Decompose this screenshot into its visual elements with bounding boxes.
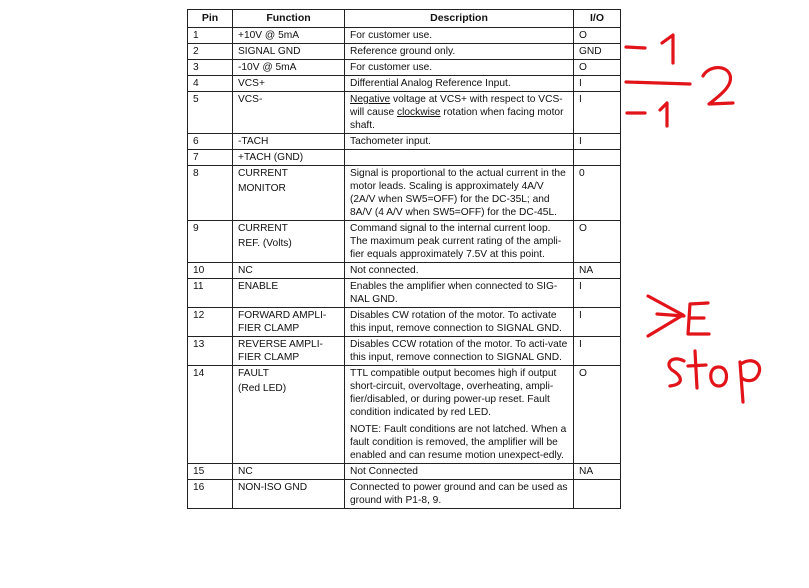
description-cell: Reference ground only. [345, 44, 574, 60]
io-cell: O [574, 60, 621, 76]
pin5-one-mark [660, 103, 667, 126]
estop-e-mark [688, 303, 709, 334]
estop-o-mark [711, 367, 727, 386]
pin-cell: 13 [188, 337, 233, 366]
io-cell: O [574, 28, 621, 44]
header-io: I/O [574, 10, 621, 28]
pin-cell: 11 [188, 279, 233, 308]
group-two-mark [703, 68, 733, 104]
function-cell: VCS+ [233, 76, 345, 92]
pin-cell: 10 [188, 263, 233, 279]
io-cell: GND [574, 44, 621, 60]
io-cell: NA [574, 263, 621, 279]
header-description: Description [345, 10, 574, 28]
description-cell: For customer use. [345, 28, 574, 44]
function-cell: REVERSE AMPLI-FIER CLAMP [233, 337, 345, 366]
function-cell: NC [233, 464, 345, 480]
description-text: TTL compatible output becomes high if output short-circuit, overvoltage, overheating, ampli-fier/disabled, or during power-up reset. Fault condition indicated by red LED. [350, 368, 557, 418]
io-cell: O [574, 366, 621, 464]
io-cell: NA [574, 464, 621, 480]
header-pin: Pin [188, 10, 233, 28]
pin5-annotation-text: - 1 [618, 120, 620, 121]
estop-word-text: Stop [670, 350, 673, 351]
estop-t-mark [688, 351, 706, 388]
io-cell: I [574, 76, 621, 92]
underlined-text: Negative [350, 94, 391, 105]
group-annotation-text: 2 [700, 70, 701, 71]
io-cell: O [574, 221, 621, 263]
pin2-annotation-text: - 1 [618, 24, 620, 25]
description-cell: Not connected. [345, 263, 574, 279]
function-cell: ENABLE [233, 279, 345, 308]
pin-cell: 15 [188, 464, 233, 480]
function-line: REF. (Volts) [238, 238, 292, 249]
pin-cell: 12 [188, 308, 233, 337]
io-cell: I [574, 134, 621, 150]
description-text: rotation when facing motor shaft. [350, 107, 564, 131]
io-cell: I [574, 337, 621, 366]
function-cell: NC [233, 263, 345, 279]
pin2-one-mark [662, 35, 673, 63]
estop-arrow-line [657, 314, 684, 316]
function-cell: +TACH (GND) [233, 150, 345, 166]
estop-p-mark [740, 361, 760, 402]
pin-cell: 3 [188, 60, 233, 76]
function-line: CURRENT [238, 223, 288, 234]
io-cell: I [574, 279, 621, 308]
function-line: FAULT [238, 368, 269, 379]
io-cell: 0 [574, 166, 621, 221]
pin-cell: 7 [188, 150, 233, 166]
pin-cell: 1 [188, 28, 233, 44]
description-cell: Command signal to the internal current loop. The maximum peak current rating of the ampli-fier equals approximately 7.5V at this point. [345, 221, 574, 263]
description-cell: For customer use. [345, 60, 574, 76]
pin-cell: 14 [188, 366, 233, 464]
pin4-dash-mark [626, 82, 690, 84]
pin-cell: 9 [188, 221, 233, 263]
function-line: CURRENT [238, 168, 288, 179]
io-cell: I [574, 308, 621, 337]
function-cell: NON-ISO GND [233, 480, 345, 509]
description-cell: Differential Analog Reference Input. [345, 76, 574, 92]
pin-cell: 8 [188, 166, 233, 221]
estop-s-mark [669, 359, 684, 386]
underlined-text: clockwise [397, 107, 441, 118]
description-text: voltage at VCS+ with respect to VCS- will cause [350, 94, 563, 118]
function-cell: -10V @ 5mA [233, 60, 345, 76]
function-cell: FORWARD AMPLI-FIER CLAMP [233, 308, 345, 337]
io-cell: I [574, 92, 621, 134]
estop-e-text: E [690, 300, 691, 301]
header-function: Function [233, 10, 345, 28]
fault-note: NOTE: Fault conditions are not latched. When a fault condition is removed, the amplifier will be enabled and can resume motion unexpect-edly. [350, 424, 567, 461]
description-cell: Disables CCW rotation of the motor. To acti-vate this input, remove connection to SIGNAL GND. [345, 337, 574, 366]
description-cell: Connected to power ground and can be used as ground with P1-8, 9. [345, 480, 574, 509]
pin-cell: 4 [188, 76, 233, 92]
function-cell: -TACH [233, 134, 345, 150]
description-cell: Signal is proportional to the actual current in the motor leads. Scaling is approximately 4A/V (2A/V when SW5=OFF) for the DC-35L; and 8A/V (4 A/V when SW5=OFF) for the DC-45L. [345, 166, 574, 221]
description-cell: Enables the amplifier when connected to SIG-NAL GND. [345, 279, 574, 308]
pin4-annotation-text: - [618, 90, 619, 91]
description-cell: Not Connected [345, 464, 574, 480]
pin-cell: 5 [188, 92, 233, 134]
function-cell: VCS- [233, 92, 345, 134]
pin2-dash-mark [626, 47, 645, 48]
function-line: (Red LED) [238, 383, 287, 394]
function-cell: SIGNAL GND [233, 44, 345, 60]
function-line: MONITOR [238, 183, 286, 194]
pin-cell: 2 [188, 44, 233, 60]
description-cell: Tachometer input. [345, 134, 574, 150]
function-cell: +10V @ 5mA [233, 28, 345, 44]
pin-cell: 16 [188, 480, 233, 509]
pin-cell: 6 [188, 134, 233, 150]
description-cell: Disables CW rotation of the motor. To activate this input, remove connection to SIGNAL GND. [345, 308, 574, 337]
